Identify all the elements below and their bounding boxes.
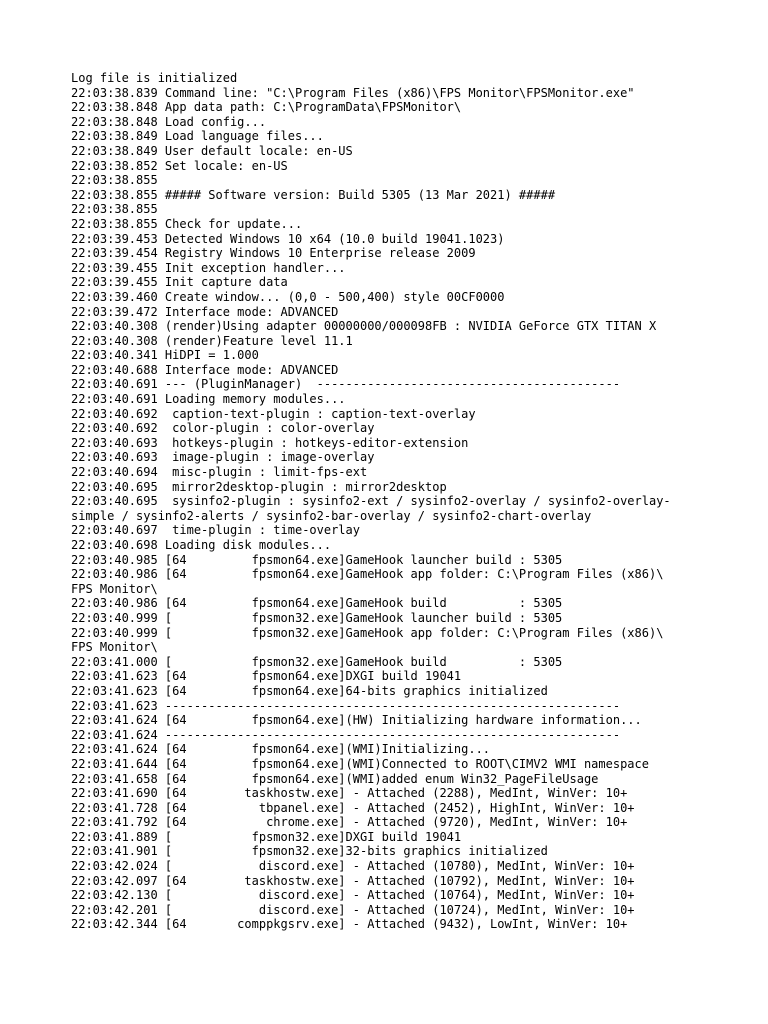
log-line: 22:03:42.130 [ discord.exe] - Attached (10764), MedInt, WinVer: 10+	[71, 888, 635, 903]
log-line: 22:03:40.698 Loading disk modules...	[71, 538, 332, 552]
log-line: 22:03:40.308 (render)Using adapter 00000000/000098FB : NVIDIA GeForce GTX TITAN X	[71, 319, 657, 334]
log-line: 22:03:40.691 Loading memory modules...	[71, 392, 346, 407]
log-line: 22:03:38.855 ##### Software version: Build 5305 (13 Mar 2021) #####	[71, 187, 556, 202]
log-line: 22:03:41.728 [64 tbpanel.exe] - Attached (2452), HighInt, WinVer: 10+	[71, 800, 635, 815]
log-line: 22:03:38.849 User default locale: en-US	[71, 143, 353, 158]
log-line: 22:03:38.848 Load config...	[71, 114, 267, 129]
log-line: 22:03:38.848 App data path: C:\ProgramData\FPSMonitor\	[71, 100, 462, 115]
log-line: 22:03:41.889 [ fpsmon32.exe]DXGI build 19041	[71, 829, 462, 844]
log-line: 22:03:40.693 image-plugin : image-overlay	[71, 450, 375, 465]
log-line: 22:03:39.454 Registry Windows 10 Enterprise release 2009	[71, 246, 476, 261]
log-line: 22:03:40.694 misc-plugin : limit-fps-ext	[71, 465, 368, 480]
log-line: 22:03:40.308 (render)Feature level 11.1	[71, 333, 353, 348]
log-line: 22:03:41.623 ---------------------------------------------------------------	[71, 698, 621, 713]
log-line: 22:03:39.460 Create window... (0,0 - 500,400) style 00CF0000	[71, 289, 505, 304]
log-line: 22:03:38.849 Load language files...	[71, 129, 324, 144]
log-line: 22:03:39.453 Detected Windows 10 x64 (10.0 build 19041.1023)	[71, 231, 505, 246]
log-line: 22:03:40.695 mirror2desktop-plugin : mirror2desktop	[71, 479, 447, 494]
log-line: 22:03:39.455 Init exception handler...	[71, 260, 346, 275]
log-line: 22:03:38.852 Set locale: en-US	[71, 158, 288, 173]
log-line: 22:03:41.901 [ fpsmon32.exe]32-bits graphics initialized	[71, 844, 548, 859]
log-line: 22:03:42.201 [ discord.exe] - Attached (10724), MedInt, WinVer: 10+	[71, 902, 635, 917]
log-line: 22:03:40.986 [64 fpsmon64.exe]GameHook app folder: C:\Program Files (x86)\	[71, 567, 664, 582]
log-line: FPS Monitor\	[71, 581, 158, 596]
log-line: 22:03:40.691 --- (PluginManager) ------------------------------------------	[71, 377, 621, 392]
log-line: 22:03:39.472 Interface mode: ADVANCED	[71, 304, 339, 319]
log-line: 22:03:41.690 [64 taskhostw.exe] - Attached (2288), MedInt, WinVer: 10+	[71, 786, 628, 801]
log-line: 22:03:40.986 [64 fpsmon64.exe]GameHook build : 5305	[71, 596, 563, 611]
log-line: 22:03:41.624 ---------------------------------------------------------------	[71, 727, 621, 742]
log-line: 22:03:42.097 [64 taskhostw.exe] - Attached (10792), MedInt, WinVer: 10+	[71, 873, 635, 888]
log-line: 22:03:41.658 [64 fpsmon64.exe](WMI)added enum Win32_PageFileUsage	[71, 771, 599, 786]
log-line: 22:03:41.792 [64 chrome.exe] - Attached (9720), MedInt, WinVer: 10+	[71, 815, 628, 830]
log-text	[71, 71, 711, 932]
log-line: 22:03:40.693 hotkeys-plugin : hotkeys-editor-extension	[71, 435, 469, 450]
log-line: 22:03:40.999 [ fpsmon32.exe]GameHook launcher build : 5305	[71, 610, 563, 625]
log-line: 22:03:40.341 HiDPI = 1.000	[71, 348, 259, 363]
log-line: 22:03:42.344 [64 comppkgsrv.exe] - Attached (9432), LowInt, WinVer: 10+	[71, 917, 628, 932]
log-line: 22:03:41.623 [64 fpsmon64.exe]64-bits graphics initialized	[71, 683, 548, 698]
log-line: 22:03:38.855	[71, 202, 158, 217]
log-line: 22:03:41.000 [ fpsmon32.exe]GameHook build : 5305	[71, 654, 563, 669]
log-line: 22:03:42.024 [ discord.exe] - Attached (10780), MedInt, WinVer: 10+	[71, 859, 635, 874]
log-line: 22:03:41.624 [64 fpsmon64.exe](HW) Initializing hardware information...	[71, 713, 642, 728]
log-line: simple / sysinfo2-alerts / sysinfo2-bar-overlay / sysinfo2-chart-overlay	[71, 508, 592, 523]
log-line: 22:03:40.692 color-plugin : color-overlay	[71, 421, 375, 436]
log-line: 22:03:38.839 Command line: "C:\Program Files (x86)\FPS Monitor\FPSMonitor.exe"	[71, 85, 635, 100]
log-line: 22:03:40.999 [ fpsmon32.exe]GameHook app folder: C:\Program Files (x86)\	[71, 625, 664, 640]
log-line: 22:03:40.695 sysinfo2-plugin : sysinfo2-ext / sysinfo2-overlay / sysinfo2-overlay-	[71, 494, 671, 509]
log-line: Log file is initialized	[71, 71, 238, 85]
log-line: 22:03:38.855	[71, 173, 158, 188]
log-line: 22:03:41.644 [64 fpsmon64.exe](WMI)Connected to ROOT\CIMV2 WMI namespace	[71, 756, 649, 771]
log-line: 22:03:38.855 Check for update...	[71, 216, 303, 231]
log-line: 22:03:40.688 Interface mode: ADVANCED	[71, 362, 339, 377]
log-line: 22:03:39.455 Init capture data	[71, 275, 288, 290]
log-line: 22:03:41.624 [64 fpsmon64.exe](WMI)Initializing...	[71, 742, 491, 757]
log-line: 22:03:41.623 [64 fpsmon64.exe]DXGI build 19041	[71, 669, 462, 684]
log-line: 22:03:40.985 [64 fpsmon64.exe]GameHook launcher build : 5305	[71, 552, 563, 567]
log-line: 22:03:40.697 time-plugin : time-overlay	[71, 523, 360, 538]
log-line: 22:03:40.692 caption-text-plugin : caption-text-overlay	[71, 406, 476, 421]
log-line: FPS Monitor\	[71, 640, 158, 655]
